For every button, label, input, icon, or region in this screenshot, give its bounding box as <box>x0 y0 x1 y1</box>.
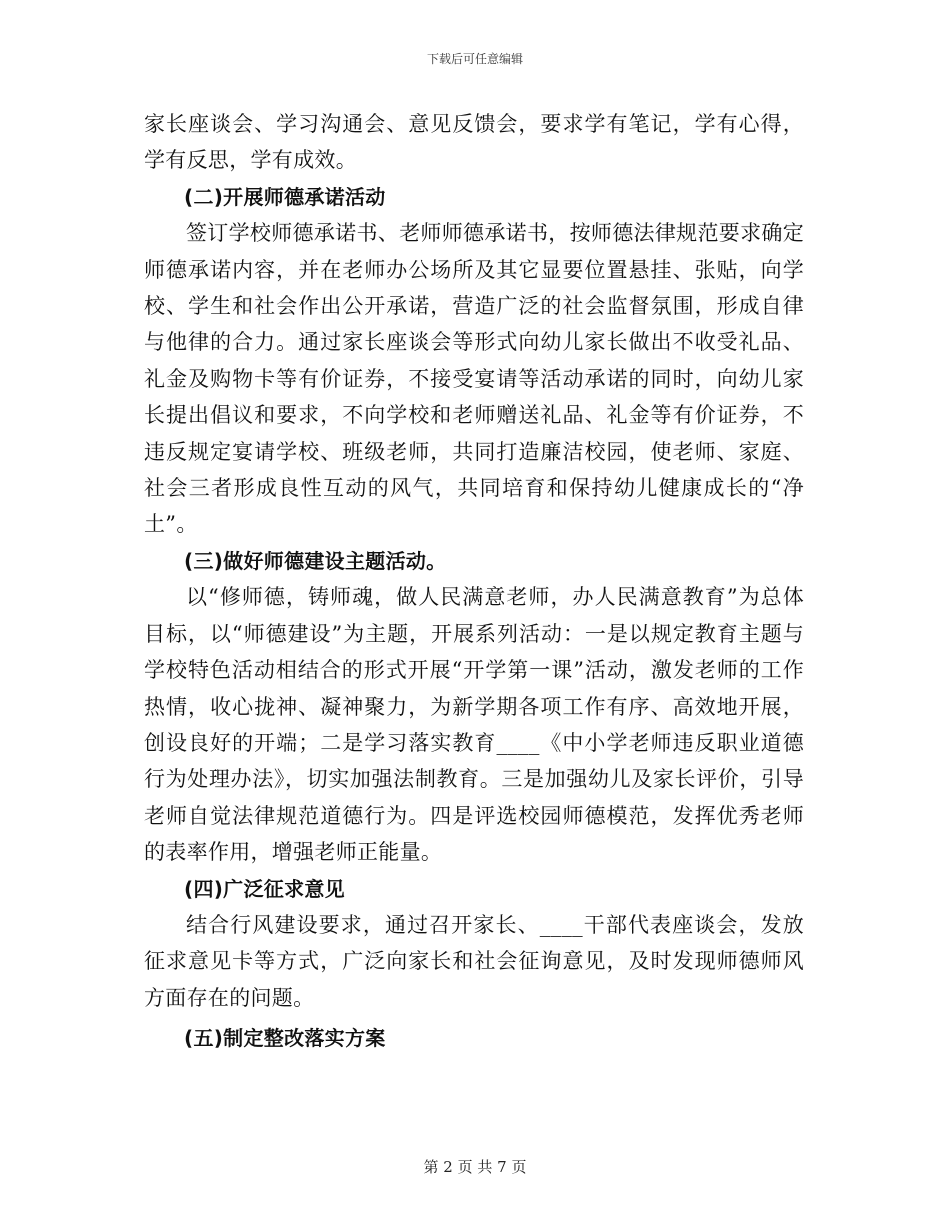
section-heading-2: (二)开展师德承诺活动 <box>184 184 386 209</box>
page-header: 下载后可任意编辑 <box>426 52 523 66</box>
section-heading-3: (三)做好师德建设主题活动。 <box>184 548 447 573</box>
paragraph-section-3: 以“修师德，铸师魂，做人民满意老师，办人民满意教育”为总体目标，以“师德建设”为主题，开展系列活动：一是以规定教育主题与学校特色活动相结合的形式开展“开学第一课”活动，激发老师的工作热情，收心拢神、凝神聚力，为新学期各项工作有序、高效地开展，创设良好的开端；二是学习落实教育____《中小学老师违反职业道德行为处理办法》，切实加强法制教育。三是加强幼儿及家长评价，引导老师自觉法律规范道德行为。四是评选校园师德模范，发挥优秀老师的表率作用，增强老师正能量。 <box>144 585 804 865</box>
paragraph-section-2: 签订学校师德承诺书、老师师德承诺书，按师德法律规范要求确定师德承诺内容，并在老师办公场所及其它显要位置悬挂、张贴，向学校、学生和社会作出公开承诺，营造广泛的社会监督氛围，形成自律与他律的合力。通过家长座谈会等形式向幼儿家长做出不收受礼品、礼金及购物卡等有价证券，不接受宴请等活动承诺的同时，向幼儿家长提出倡议和要求，不向学校和老师赠送礼品、礼金等有价证券，不违反规定宴请学校、班级老师，共同打造廉洁校园，使老师、家庭、社会三者形成良性互动的风气，共同培育和保持幼儿健康成长的“净土”。 <box>144 221 804 537</box>
section-heading-4: (四)广泛征求意见 <box>184 876 345 901</box>
section-heading-5: (五)制定整改落实方案 <box>184 1026 386 1051</box>
paragraph-intro: 家长座谈会、学习沟通会、意见反馈会，要求学有笔记，学有心得，学有反思，学有成效。 <box>144 112 804 173</box>
paragraph-section-4: 结合行风建设要求，通过召开家长、____干部代表座谈会，发放征求意见卡等方式，广泛向家长和社会征询意见，及时发现师德师风方面存在的问题。 <box>144 912 804 1010</box>
page-footer: 第 2 页 共 7 页 <box>423 1158 527 1176</box>
document-body <box>144 106 804 1057</box>
